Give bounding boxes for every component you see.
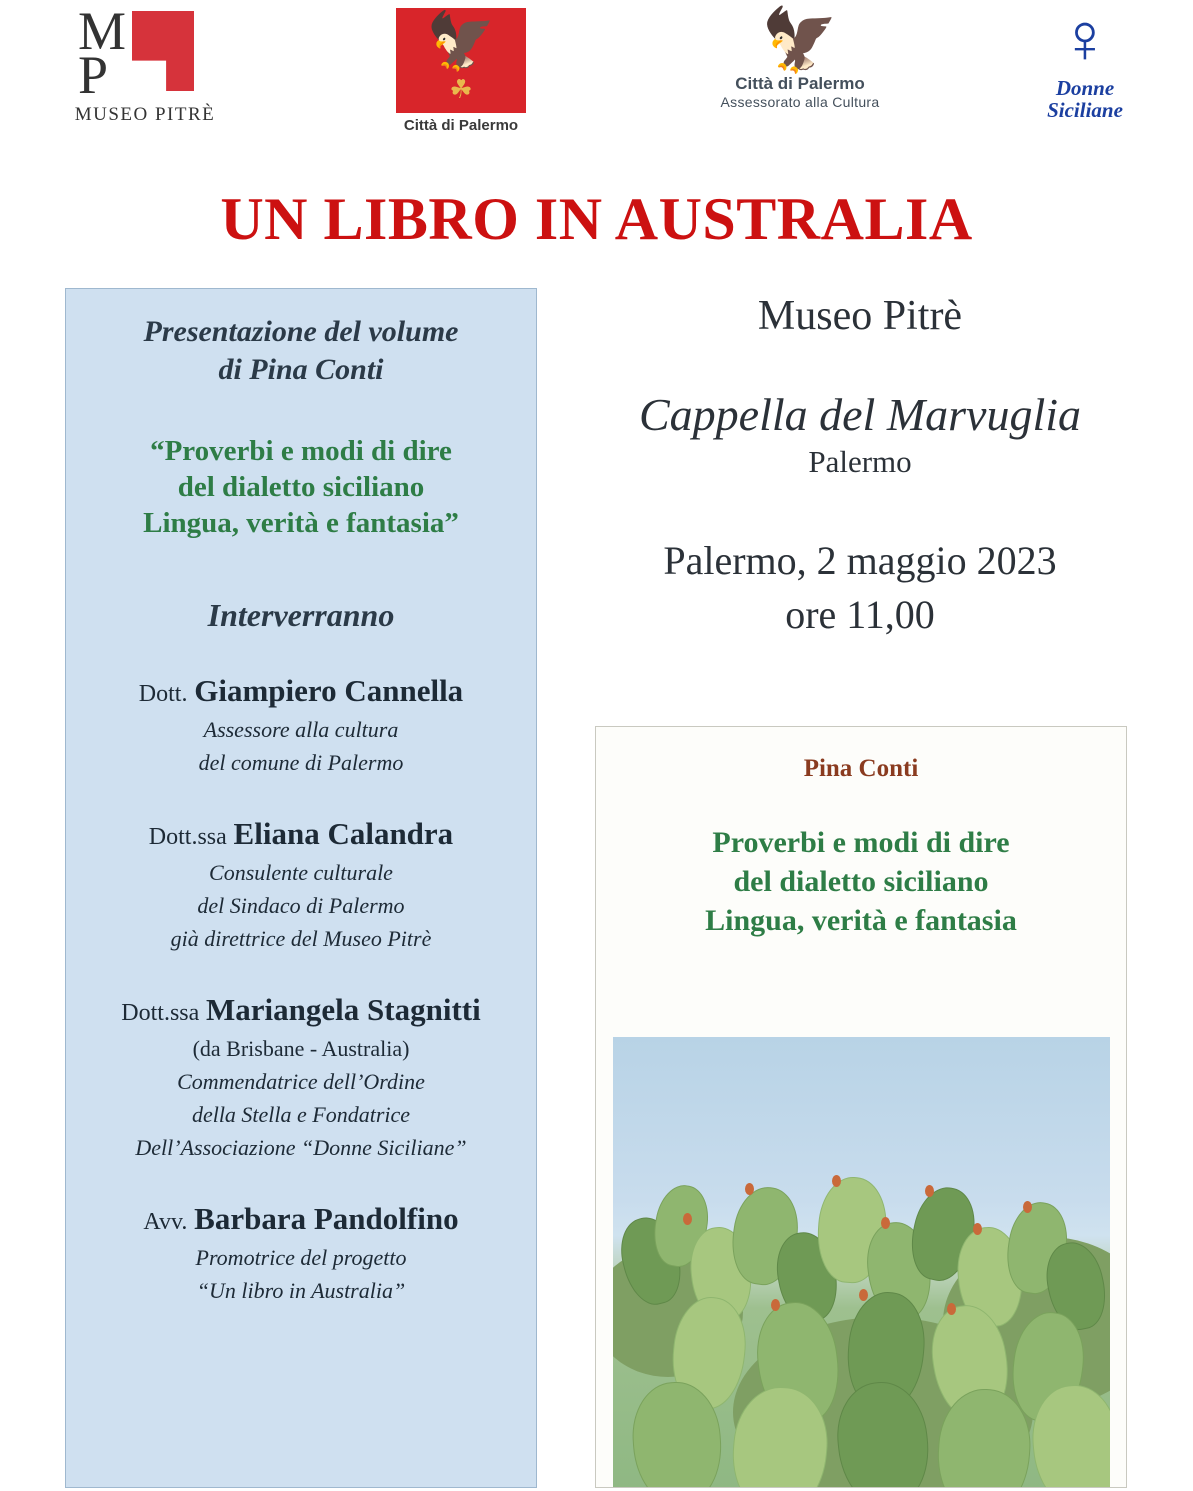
- museo-pitre-label: MUSEO PITRÈ: [74, 104, 216, 125]
- speaker-fullname: Giampiero Cannella: [194, 673, 464, 708]
- speaker-role-line: “Un libro in Australia”: [196, 1278, 406, 1303]
- book-cover-title-line2: del dialetto siciliano: [733, 865, 989, 898]
- speaker-fullname: Mariangela Stagnitti: [206, 992, 481, 1027]
- speaker-name: [84, 993, 518, 1030]
- venue-name: Museo Pitrè: [757, 293, 963, 339]
- presentation-heading: [84, 313, 518, 389]
- speaker-fullname: Eliana Calandra: [233, 816, 454, 851]
- speaker-name: [84, 674, 518, 711]
- speaker-name: [84, 817, 518, 854]
- speaker-role-line: Assessore alla cultura: [203, 717, 399, 742]
- speaker-role-line: della Stella e Fondatrice: [191, 1102, 411, 1127]
- assessorato-line2: Assessorato alla Cultura: [720, 94, 880, 110]
- eagle-crest-icon: 🦅: [426, 11, 496, 73]
- museo-pitre-shape-icon: [132, 11, 194, 91]
- presentation-line1: Presentazione del volume: [143, 315, 459, 348]
- speaker-item: [84, 993, 518, 1162]
- logo-bar: [0, 0, 1193, 160]
- speaker-item: [84, 1202, 518, 1305]
- speaker-role-line: del Sindaco di Palermo: [197, 893, 405, 918]
- book-author: Pina Conti: [803, 755, 919, 782]
- eagle-crest-icon: 🦅: [761, 7, 839, 75]
- cactus-fruit: [973, 1223, 982, 1235]
- speaker-item: [84, 817, 518, 953]
- cactus-fruit: [859, 1289, 868, 1301]
- cactus-fruit: [771, 1299, 780, 1311]
- speaker-role-line: Commendatrice dell’Ordine: [177, 1069, 425, 1094]
- wreath-icon: ☘: [449, 75, 473, 104]
- speaker-name: [84, 1202, 518, 1239]
- speaker-role-line: del comune di Palermo: [198, 750, 404, 775]
- book-title-line1: “Proverbi e modi di dire: [150, 435, 452, 467]
- speaker-role-line: già direttrice del Museo Pitrè: [170, 926, 432, 951]
- cactus-fruit: [683, 1213, 692, 1225]
- speaker-role-line: Dell’Associazione “Donne Siciliane”: [135, 1135, 467, 1160]
- event-date: Palermo, 2 maggio 2023: [663, 538, 1057, 583]
- speaker-item: [84, 674, 518, 777]
- venue-city: Palermo: [808, 444, 912, 479]
- presentation-line2: di Pina Conti: [218, 353, 384, 386]
- event-time: ore 11,00: [785, 592, 935, 637]
- book-cover-title-line3: Lingua, verità e fantasia: [705, 904, 1017, 937]
- cactus-fruit: [832, 1175, 841, 1187]
- museo-pitre-mark: [70, 1, 220, 105]
- book-cover-title: [596, 823, 1126, 940]
- speaker-origin: (da Brisbane - Australia): [192, 1036, 410, 1061]
- speakers-panel: [65, 288, 537, 1488]
- speaker-honorific: Dott.ssa: [148, 824, 227, 850]
- logo-citta-di-palermo: [396, 8, 526, 134]
- book-title-line3: Lingua, verità e fantasia”: [143, 507, 459, 539]
- logo-museo-pitre: [55, 1, 235, 126]
- interverranno-heading: Interverranno: [207, 597, 395, 633]
- prickly-pear-cactus-photo: [613, 1037, 1110, 1488]
- speaker-honorific: Dott.: [138, 681, 188, 707]
- cactus-fruit: [947, 1303, 956, 1315]
- museo-pitre-monogram: M P: [78, 1, 127, 105]
- page-title: UN LIBRO IN AUSTRALIA: [220, 186, 973, 252]
- citta-label: Città di Palermo: [403, 117, 519, 134]
- hall-name: Cappella del Marvuglia: [638, 389, 1082, 440]
- speaker-honorific: Avv.: [143, 1209, 188, 1235]
- donne-line2: Siciliane: [1047, 98, 1123, 122]
- citta-crest-box: [396, 8, 526, 113]
- book-title-line2: del dialetto siciliano: [177, 471, 425, 503]
- cactus-fruit: [1023, 1201, 1032, 1213]
- cactus-fruit: [745, 1183, 754, 1195]
- donne-line1: Donne: [1055, 76, 1115, 100]
- cactus-fruit: [881, 1217, 890, 1229]
- logo-assessorato-cultura: [700, 8, 900, 110]
- speaker-role-line: Promotrice del progetto: [195, 1245, 407, 1270]
- cactus-fruit: [925, 1185, 934, 1197]
- book-cover-title-line1: Proverbi e modi di dire: [712, 826, 1010, 859]
- book-title-block: [84, 433, 518, 541]
- assessorato-line1: Città di Palermo: [735, 74, 865, 93]
- speaker-honorific: Dott.ssa: [121, 1000, 200, 1026]
- book-cover: [595, 726, 1127, 1488]
- woman-head-icon: ♀: [1058, 1, 1112, 78]
- logo-donne-siciliane: [1010, 2, 1160, 122]
- event-details: [560, 290, 1160, 642]
- speaker-fullname: Barbara Pandolfino: [194, 1201, 459, 1236]
- speaker-role-line: Consulente culturale: [209, 860, 393, 885]
